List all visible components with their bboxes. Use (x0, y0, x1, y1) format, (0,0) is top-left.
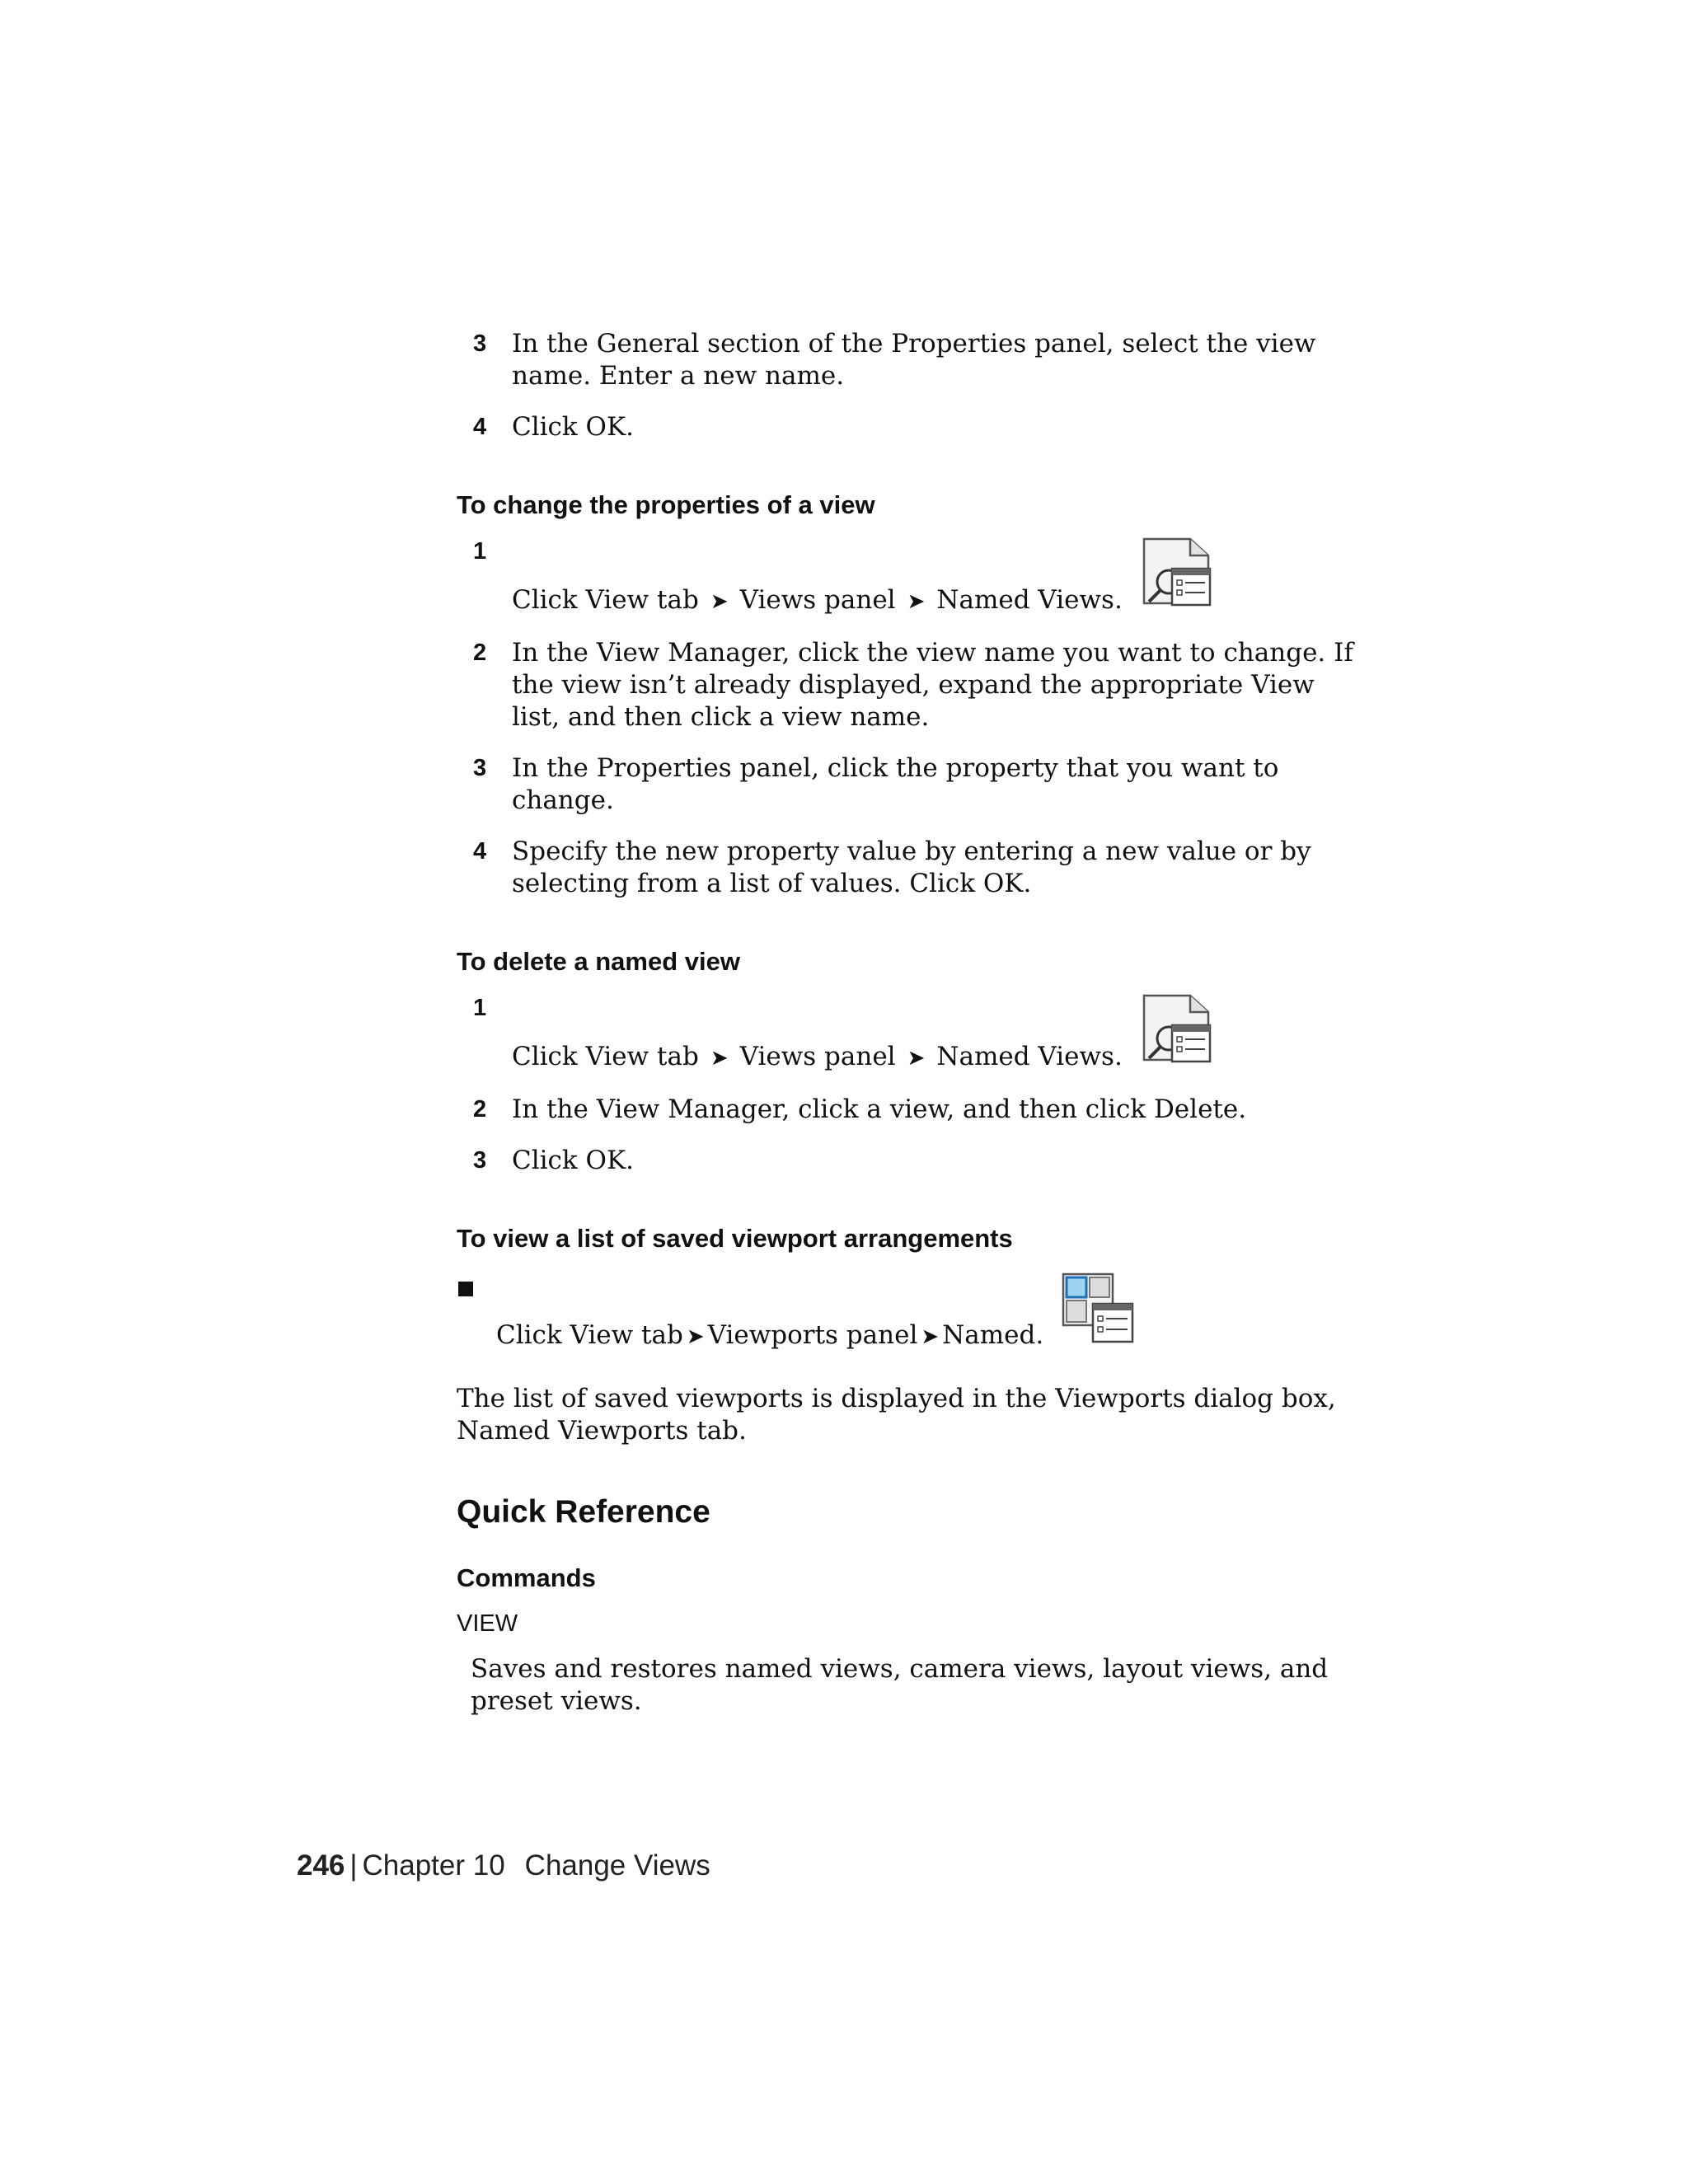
chapter-label: Chapter 10 (362, 1849, 505, 1882)
menu-path-tab: Click View tab (512, 585, 699, 615)
step-number: 2 (473, 640, 487, 666)
named-viewports-icon (1060, 1271, 1136, 1353)
menu-path-tab: Click View tab (512, 1042, 699, 1071)
menu-path-command: Named Views. (936, 1042, 1123, 1071)
menu-path-panel: Viewports panel (707, 1320, 918, 1350)
section-heading-delete-view: To delete a named view (457, 947, 740, 976)
step-4 (457, 411, 1355, 443)
bullet-square-icon (458, 1282, 473, 1296)
section-heading-viewports: To view a list of saved viewport arrangements (457, 1224, 1013, 1253)
step-text: In the Properties panel, click the property that you want to change. (512, 753, 1279, 815)
step-number: 4 (473, 838, 487, 865)
step-4 (457, 836, 1355, 900)
step-text: In the View Manager, click the view name you want to change. If the view isn’t already displayed, expand the appropriate View list, and then click a view name. (512, 638, 1353, 732)
step-number: 1 (473, 538, 487, 565)
step-3 (457, 752, 1355, 817)
viewports-description: The list of saved viewports is displayed in the Viewports dialog box, Named Viewports tab. (457, 1384, 1336, 1446)
step-2 (457, 637, 1355, 733)
step-3 (457, 328, 1355, 392)
step-text: In the View Manager, click a view, and then click Delete. (512, 1094, 1247, 1124)
menu-path-command: Named. (942, 1320, 1044, 1350)
step-1 (457, 536, 1355, 618)
arrow-icon: ➤ (710, 589, 729, 614)
quick-reference-heading: Quick Reference (457, 1494, 710, 1530)
page-footer (297, 1849, 710, 1882)
bullet-item (457, 1271, 1355, 1353)
step-number: 1 (473, 995, 487, 1021)
footer-separator: | (349, 1849, 358, 1882)
section-heading-change-properties: To change the properties of a view (457, 490, 875, 519)
step-text: Click OK. (512, 412, 634, 442)
step-2 (457, 1094, 1355, 1126)
step-number: 4 (473, 414, 487, 440)
step-number: 3 (473, 1147, 487, 1174)
step-number: 3 (473, 755, 487, 781)
step-text: Specify the new property value by entering a new value or by selecting from a list of values. Click OK. (512, 837, 1311, 898)
menu-path-tab: Click View tab (496, 1320, 683, 1350)
menu-path-command: Named Views. (936, 585, 1123, 615)
arrow-icon: ➤ (907, 589, 926, 614)
command-description: Saves and restores named views, camera views, layout views, and preset views. (471, 1654, 1329, 1716)
step-number: 3 (473, 330, 487, 357)
command-name: VIEW (457, 1610, 518, 1637)
step-3 (457, 1145, 1355, 1177)
commands-subheading: Commands (457, 1563, 596, 1592)
arrow-icon: ➤ (907, 1046, 926, 1071)
page-number: 246 (297, 1849, 345, 1882)
step-1 (457, 992, 1355, 1075)
step-number: 2 (473, 1096, 487, 1122)
step-text: Click OK. (512, 1146, 634, 1175)
named-views-icon (1139, 536, 1215, 618)
menu-path-panel: Views panel (739, 585, 896, 615)
arrow-icon: ➤ (921, 1324, 940, 1349)
menu-path-panel: Views panel (739, 1042, 896, 1071)
arrow-icon: ➤ (686, 1324, 705, 1349)
named-views-icon (1139, 992, 1215, 1075)
arrow-icon: ➤ (710, 1046, 729, 1071)
chapter-title: Change Views (524, 1849, 710, 1882)
step-text: In the General section of the Properties panel, select the view name. Enter a new name. (512, 329, 1316, 391)
page-content (457, 328, 1355, 1718)
